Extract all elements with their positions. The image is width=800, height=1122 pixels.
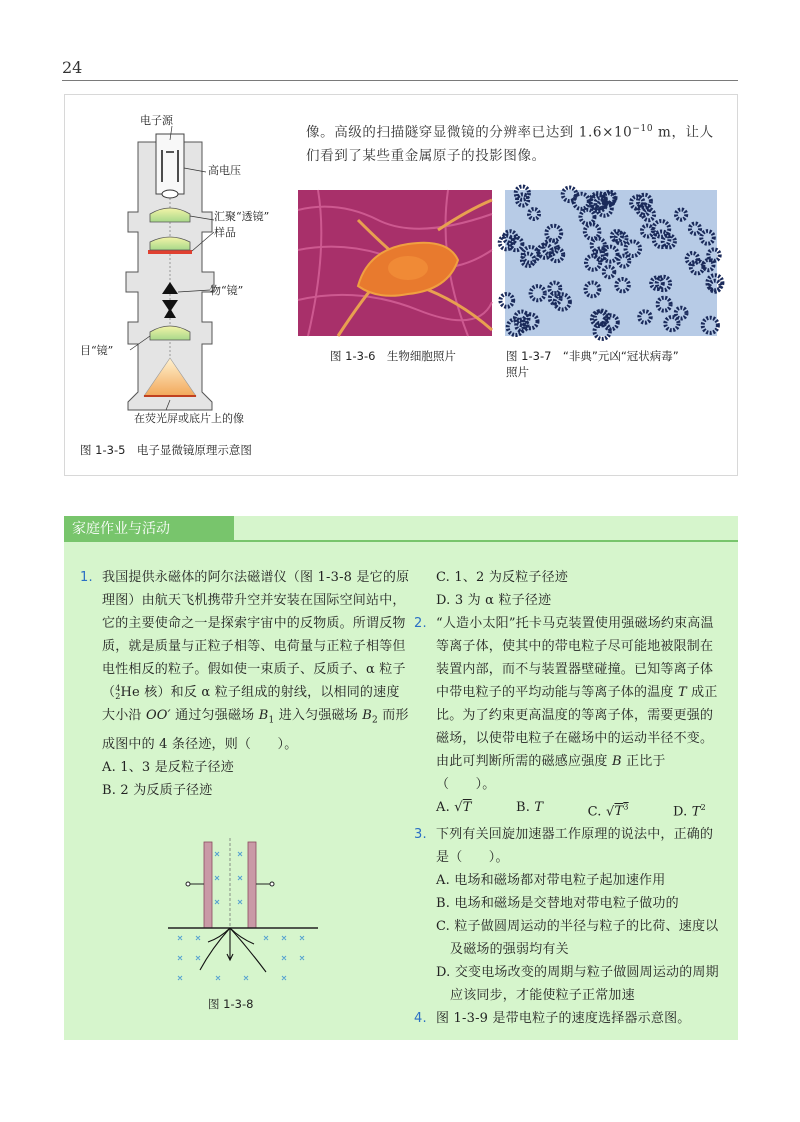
biological-cell-photo xyxy=(298,190,492,336)
q2-option-c-label: C. xyxy=(587,804,606,820)
q1-option-d: D. 3 为 α 粒子径迹 xyxy=(436,593,552,608)
q2-option-a-label: A. xyxy=(436,800,455,815)
q2-option-d-label: D. xyxy=(672,804,692,820)
q2-option-d-T: T xyxy=(691,804,701,820)
track-2 xyxy=(200,928,230,970)
q1-text-a: 我国提供永磁体的阿尔法磁谱仪（图 1-3-8 是它的原理图）由航天飞机携带升空并安装在国际空间站中，它的主要使命之一是探索宇宙中的反物质。所谓反物质，就是质量与正粒子相等、电荷量与正粒子相等但电性相反的粒子。假如使一束质子、反质子、α 粒子（ xyxy=(102,570,410,700)
q2-option-b xyxy=(516,796,543,823)
resolution-exponent: −10 xyxy=(632,124,654,134)
question-3 xyxy=(414,823,724,869)
q1-b1: B xyxy=(258,708,269,723)
q1-text-c: 通过匀强磁场 xyxy=(170,708,259,723)
label-sample: 样品 xyxy=(214,226,236,239)
q2-B: B xyxy=(611,754,622,769)
q2-option-c: C. $√T^3$ xyxy=(587,803,629,820)
q2-T: T xyxy=(677,685,687,700)
q2-option-c-T: T xyxy=(614,804,624,820)
electron-gun xyxy=(156,134,184,194)
label-objective-lens: 物“镜” xyxy=(210,284,244,297)
resolution-value: 1.6×10 xyxy=(578,124,633,141)
label-screen: 在荧光屏或底片上的像 xyxy=(134,412,244,425)
label-condenser-lens: 汇聚“透镜” xyxy=(214,210,270,223)
sample xyxy=(148,250,192,254)
q1-text-e: 而形成图中的 4 条径迹，则（ ）。 xyxy=(102,708,409,752)
label-electron-gun: 电子源 xyxy=(140,114,173,127)
q1-b2-sub: 2 xyxy=(372,715,378,726)
q1-option-c: C. 1、2 为反粒子径迹 xyxy=(436,570,569,585)
q2-option-b-T: T xyxy=(534,800,544,815)
resolution-unit: m xyxy=(653,124,672,141)
caption-figure-1-3-7 xyxy=(506,348,736,380)
intro-text-before: 像。高级的扫描隧穿显微镜的分辨率已达到 xyxy=(306,124,579,141)
left-column xyxy=(80,566,410,802)
q3-option-b: B. 电场和磁场是交替地对带电粒子做功的 xyxy=(436,896,679,912)
right-plate xyxy=(248,842,256,928)
header-rule xyxy=(62,80,738,81)
intro-text-after: ，让人们看到了某些重金属原子的投影图像。 xyxy=(306,124,714,164)
caption-figure-1-3-7-line2: 照片 xyxy=(506,365,529,379)
coronavirus-photo xyxy=(505,190,717,336)
q2-option-b-label: B. xyxy=(515,800,535,815)
q1-text-d: 进入匀强磁场 xyxy=(274,708,363,723)
q3-option-a: A. 电场和磁场都对带电粒子起加速作用 xyxy=(436,873,666,889)
caption-figure-1-3-7-line1: 图 1-3-7 “非典”元凶“冠状病毒” xyxy=(506,349,679,363)
q2-text-c: 正比于（ ）。 xyxy=(436,754,666,792)
q3-option-c: C. 粒子做圆周运动的半径与粒子的比荷、速度以及磁场的强弱均有关 xyxy=(436,919,719,958)
caption-figure-1-3-8: 图 1-3-8 xyxy=(208,997,254,1011)
q2-option-d xyxy=(673,796,706,823)
electron-microscope-diagram xyxy=(80,112,300,432)
question-4-number: 4. xyxy=(414,1011,427,1027)
label-high-voltage: 高电压 xyxy=(208,164,241,177)
question-3-number: 3. xyxy=(414,827,427,843)
q3-text: 下列有关回旋加速器工作原理的说法中，正确的是（ ）。 xyxy=(436,827,714,866)
intro-paragraph xyxy=(306,118,726,168)
velocity-arrow xyxy=(227,928,233,960)
right-column xyxy=(414,566,724,1030)
question-1-number: 1. xyxy=(80,570,93,585)
q2-text-b: 成正比。为了约束更高温度的等离子体，需要更强的磁场，以使带电粒子在磁场中的运动半径不变。由此可判断所需的磁感应强度 xyxy=(436,685,718,769)
label-eyepiece-lens: 目“镜” xyxy=(80,344,114,357)
caption-figure-1-3-6: 图 1-3-6 生物细胞照片 xyxy=(330,349,456,363)
q1-oo-prime: OO′ xyxy=(145,708,171,723)
q1-b1-sub: 1 xyxy=(268,715,275,726)
track-1 xyxy=(208,928,230,942)
activities-title: 家庭作业与活动 xyxy=(64,516,234,542)
q1-option-b: B. 2 为反质子径迹 xyxy=(102,782,213,798)
q2-text-a: “人造小太阳”托卡马克装置使用强磁场约束高温等离子体，使其中的带电粒子尽可能地被限制在装置内部，而不与装置器壁碰撞。已知等离子体中带电粒子的平均动能与等离子体的温度 xyxy=(436,616,714,700)
q2-options xyxy=(414,796,724,823)
q2-option-d-exp: 2 xyxy=(700,803,706,812)
helium-atomic-number: 2 xyxy=(115,691,121,701)
question-1 xyxy=(80,566,410,756)
page-number: 24 xyxy=(62,58,83,77)
q3-option-d: D. 交变电场改变的周期与粒子做圆周运动的周期应该同步，才能使粒子正常加速 xyxy=(436,965,719,1004)
question-4 xyxy=(414,1007,724,1030)
q1-text-b: 核）和反 α 粒子组成的射线，以相同的速度大小沿 xyxy=(102,685,400,723)
q2-option-a: A. √T xyxy=(436,800,472,815)
q1-option-a: A. 1、3 是反粒子径迹 xyxy=(102,759,234,775)
q4-text: 图 1-3-9 是带电粒子的速度选择器示意图。 xyxy=(436,1011,691,1027)
q2-option-c-exp: 3 xyxy=(623,803,629,812)
caption-figure-1-3-5: 图 1-3-5 电子显微镜原理示意图 xyxy=(80,443,252,457)
helium-symbol: He xyxy=(120,685,140,700)
question-2-number: 2. xyxy=(414,616,427,631)
question-2 xyxy=(414,612,724,796)
q1-b2: B xyxy=(362,708,373,723)
q2-option-a-T: T xyxy=(462,800,472,815)
track-4 xyxy=(230,928,266,972)
spectrometer-diagram xyxy=(168,832,318,988)
helium-mass-number: 4 xyxy=(115,683,121,693)
left-plate xyxy=(204,842,212,928)
